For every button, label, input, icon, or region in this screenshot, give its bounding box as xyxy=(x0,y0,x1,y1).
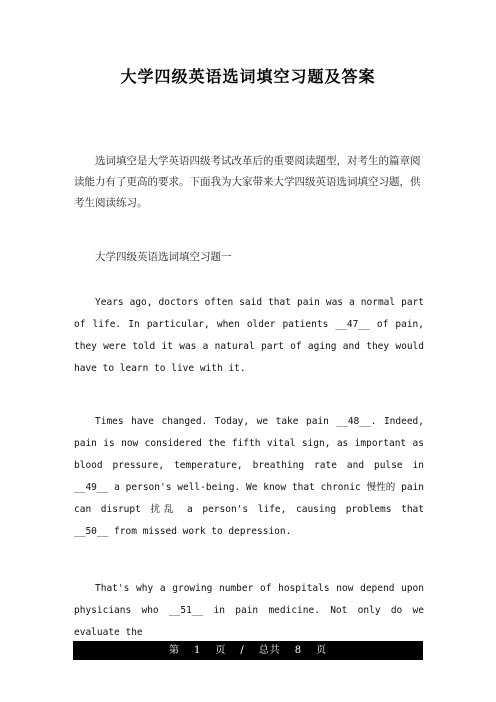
footer-total-label: 总共 xyxy=(258,645,281,656)
passage-paragraph-1: Years ago, doctors often said that pain was a normal part of life. In particular, when older patients __47__ of pain, they were told it was a natural part of aging and they would have to learn to live with it. xyxy=(74,297,424,374)
intro-paragraph: 选词填空是大学英语四级考试改革后的重要阅读题型，对考生的篇章阅读能力有了更高的要求。下面我为大家带来大学四级英语选词填空习题，供考生阅读练习。 xyxy=(74,155,421,209)
footer-separator: / xyxy=(240,645,245,656)
page-footer xyxy=(73,641,423,660)
footer-page-number: 1 xyxy=(193,645,202,656)
footer-total-unit: 页 xyxy=(316,645,328,656)
footer-total-pages: 8 xyxy=(294,645,303,656)
passage-paragraph-3: That's why a growing number of hospitals now depend upon physicians who __51__ in pain medicine. Not only do we evaluate the xyxy=(74,583,424,638)
footer-page-label: 第 xyxy=(168,645,180,656)
document-title: 大学四级英语选词填空习题及答案 xyxy=(120,67,376,86)
passage-paragraph-2: Times have changed. Today, we take pain __48__. Indeed, pain is now considered the fifth vital sign, as important as blood pressure, temperature, breathing rate and pulse in __49__ a person's well-being. We know that chronic 慢性的 pain can disrupt 扰乱 a person's life, causing problems that __50__ from missed work to depression. xyxy=(74,416,424,537)
footer-page-unit: 页 xyxy=(215,645,227,656)
section-heading: 大学四级英语选词填空习题一 xyxy=(95,251,232,263)
